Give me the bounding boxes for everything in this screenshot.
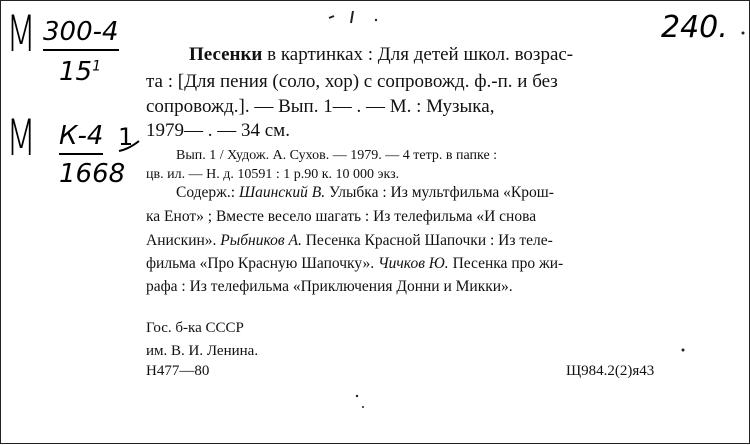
contents-line-1: [176, 181, 554, 205]
entry-title: Песенки: [189, 44, 263, 65]
contents-text-3c: Песенка Красной Шапочки : Из теле-: [301, 232, 553, 249]
shelf-number-top-sup: 1: [92, 58, 102, 75]
contents-author-3: Чичков Ю.: [377, 255, 449, 272]
shelf-code-bottom: К-4: [59, 121, 103, 155]
entry-line-4: 1979— . — 34 см.: [146, 120, 290, 141]
handwritten-mark-m-bottom: М: [6, 109, 37, 167]
contents-author-1: Шаинский В.: [238, 184, 326, 201]
shelf-number-top: 15: [59, 57, 93, 87]
contents-text-3a: Анискин».: [146, 232, 221, 249]
entry-line-2: та : [Для пения (соло, хор) с сопровожд. ф.-п. и без: [146, 71, 558, 92]
contents-label: Содерж.:: [176, 184, 239, 201]
classification-code: Щ984.2(2)я43: [566, 363, 655, 379]
shelf-code-top: 300-4: [43, 17, 119, 51]
entry-line-1: [189, 44, 573, 66]
contents-text-4c: Песенка про жи-: [448, 255, 564, 272]
handwritten-mark-m-top: М: [6, 5, 37, 63]
library-line-2: им. В. И. Ленина.: [146, 343, 259, 359]
contents-text-4a: фильма «Про Красную Шапочку».: [146, 255, 378, 272]
library-line-1: Гос. б-ка СССР: [146, 320, 244, 336]
contents-line-2: ка Енот» ; Вместе весело шагать : Из телефильма «И снова: [146, 208, 537, 225]
contents-author-2: Рыбников А.: [220, 232, 302, 249]
entry-title-rest: в картинках : Для детей школ. возрас-: [262, 44, 574, 65]
contents-line-4: [146, 252, 563, 276]
details-line-2: цв. ил. — Н. д. 10591 : 1 р.90 к. 10 000 экз.: [146, 167, 400, 182]
entry-line-3: сопровожд.]. — Вып. 1— . — М. : Музыка,: [146, 96, 495, 117]
handwritten-tick-mark: 1: [118, 123, 134, 151]
contents-line-5: рафа : Из телефильма «Приключения Донни и Микки».: [146, 278, 513, 295]
handwritten-shelf-number-bottom: 1668: [59, 159, 126, 189]
contents-text-1: Улыбка : Из мультфильма «Крош-: [325, 184, 554, 201]
library-catalog-number: Н477—80: [146, 363, 210, 379]
details-line-1: Вып. 1 / Худож. А. Сухов. — 1979. — 4 тетр. в папке :: [176, 148, 498, 163]
contents-line-3: [146, 229, 553, 253]
handwritten-card-number: 240.: [661, 10, 728, 45]
